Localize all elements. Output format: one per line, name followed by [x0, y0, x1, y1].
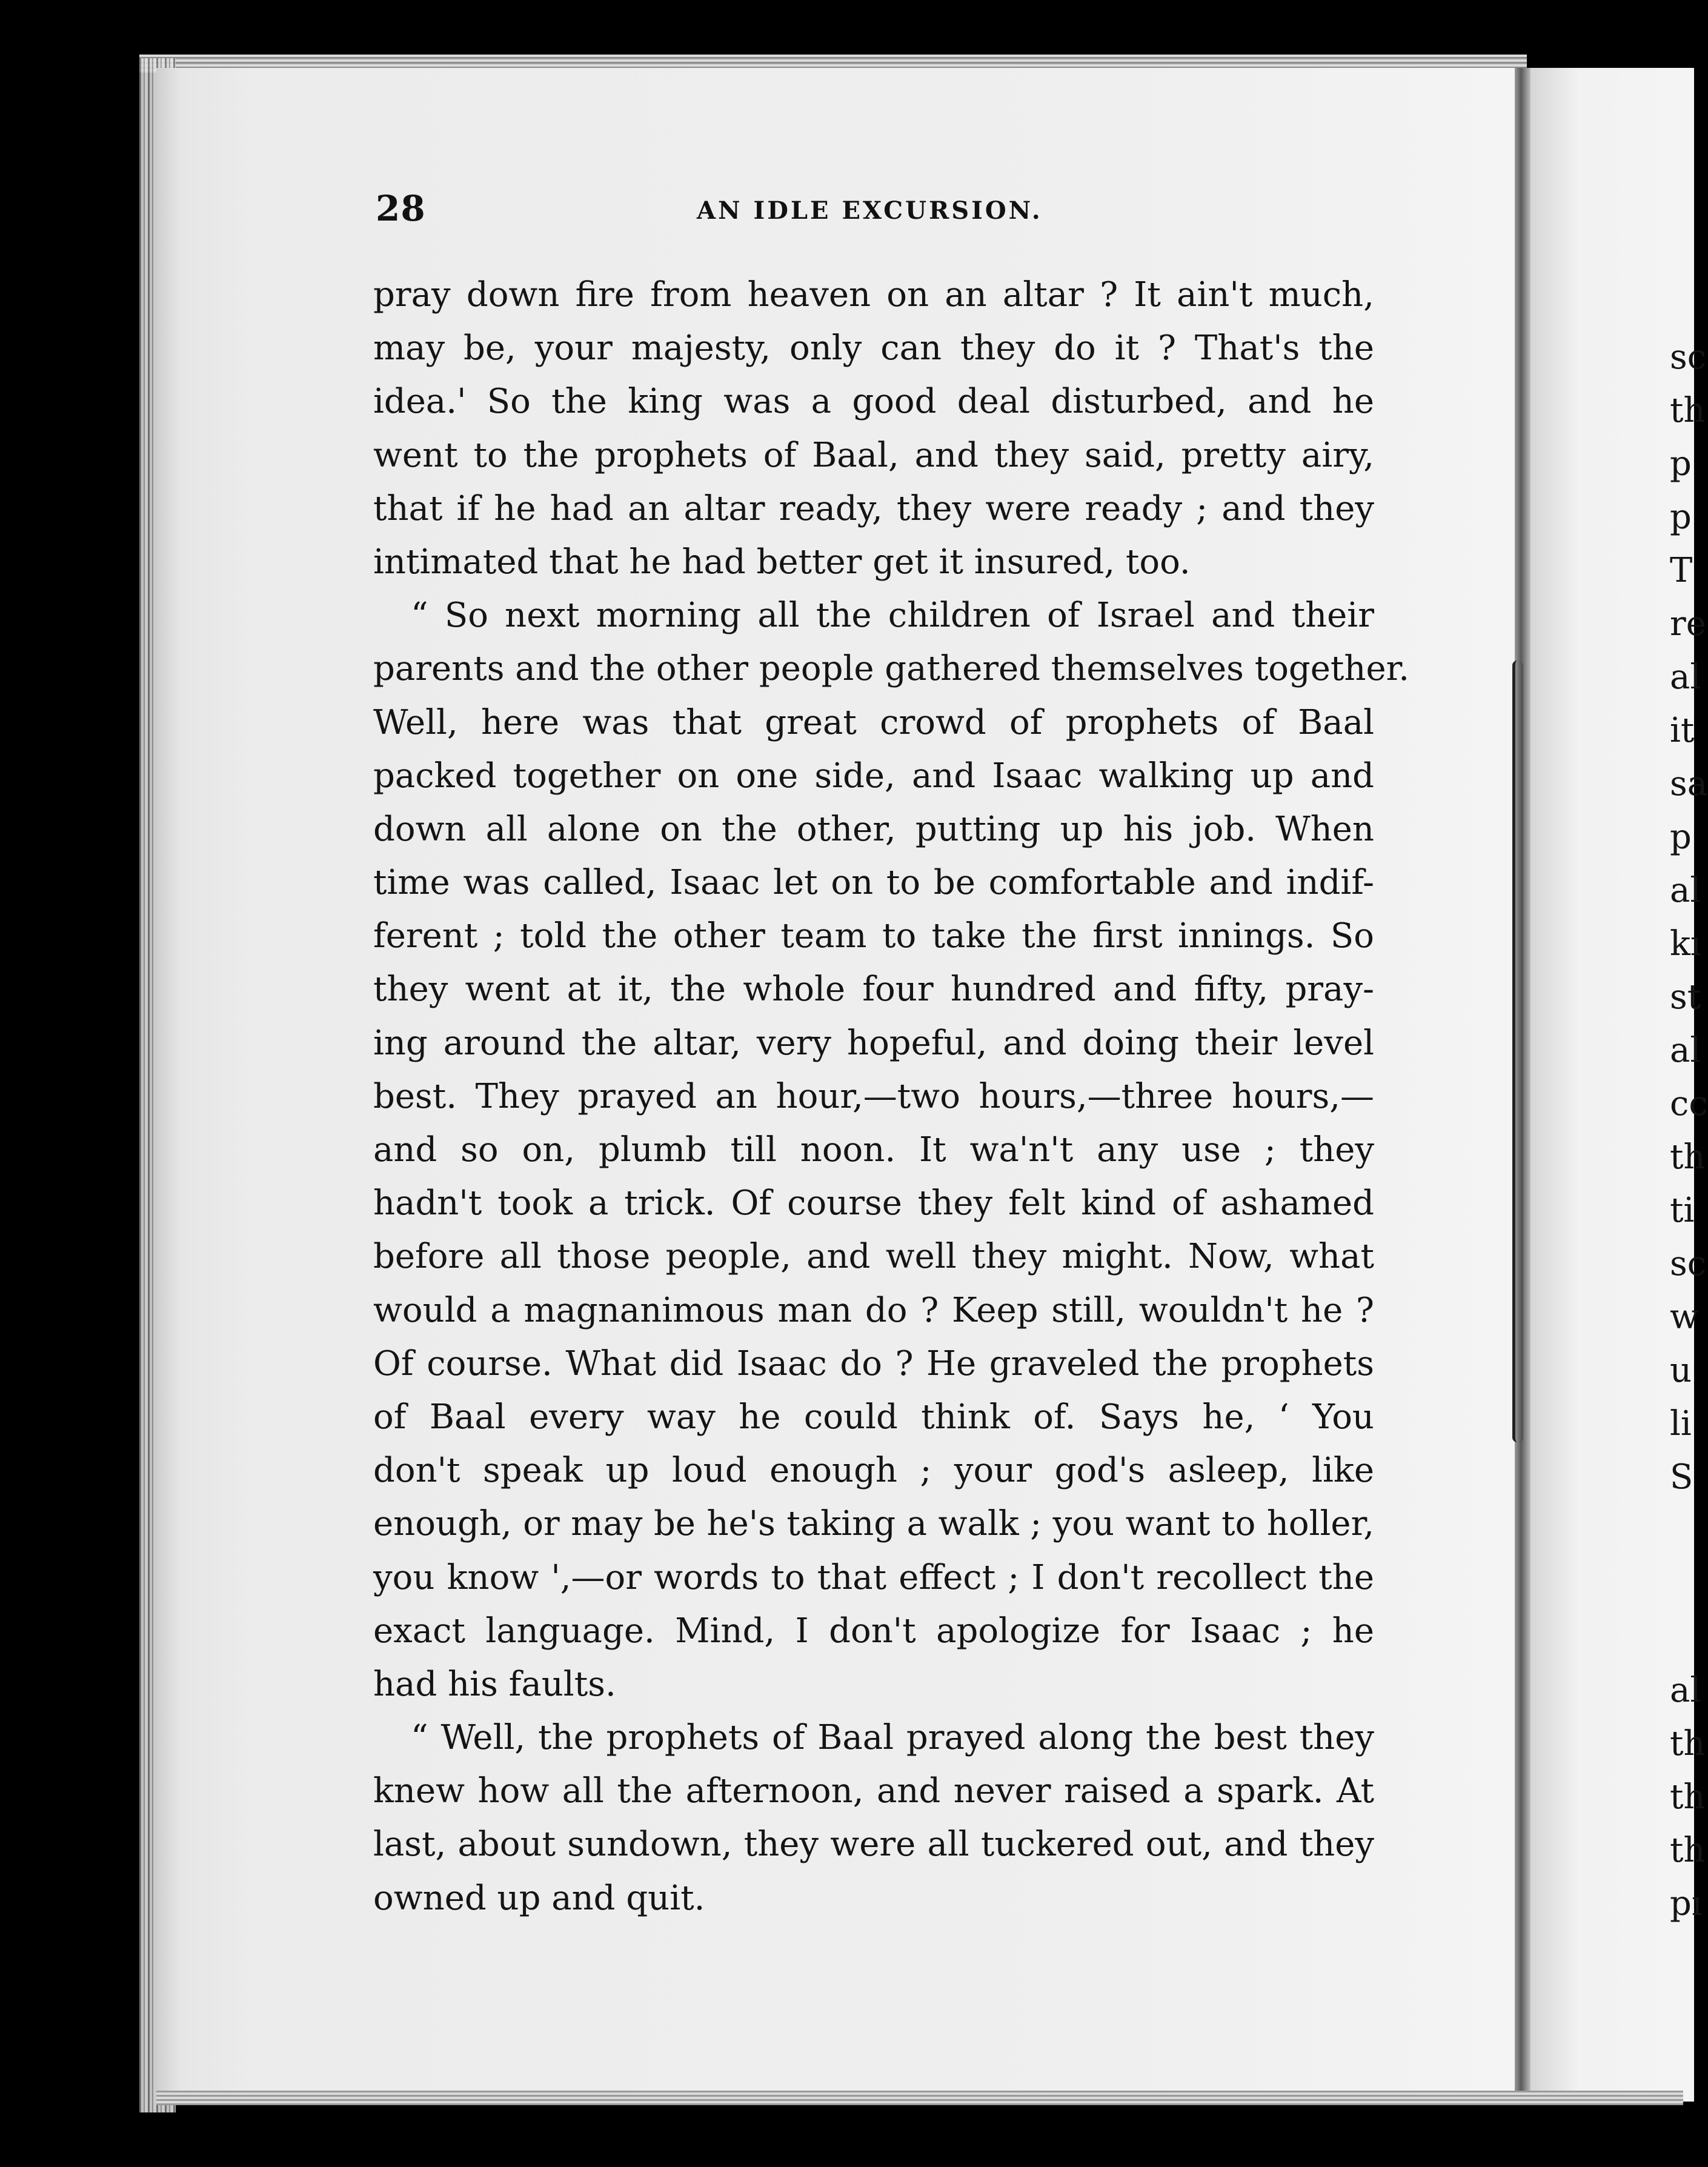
facing-page-fragment: pı: [1670, 1884, 1703, 1923]
facing-page-fragment: al: [1670, 871, 1701, 910]
text-line: best. They prayed an hour,—two hours,—three hours,—: [373, 1076, 1374, 1116]
facing-page-gap: [1670, 1504, 1706, 1664]
running-head: AN IDLE EXCURSION.: [697, 196, 1043, 225]
text-line: time was called, Isaac let on to be comfortable and indif-: [373, 863, 1374, 903]
facing-page-fragment: S: [1670, 1457, 1693, 1497]
facing-page-fragment: kı: [1670, 924, 1701, 964]
facing-page-fragment: re: [1670, 604, 1706, 644]
text-line: of Baal every way he could think of. Says he, ‘ You: [373, 1397, 1374, 1437]
text-line: knew how all the afternoon, and never raised a spark. At: [373, 1771, 1374, 1811]
text-line: hadn't took a trick. Of course they felt kind of ashamed: [373, 1183, 1374, 1223]
text-line: “ So next morning all the children of Israel and their: [411, 596, 1374, 636]
facing-page-fragment: th: [1670, 1137, 1706, 1177]
facing-page-fragment: sc: [1670, 338, 1707, 377]
facing-page-fragment: p: [1670, 817, 1692, 857]
facing-page-fragment: ti: [1670, 1191, 1695, 1230]
facing-page-fragment: al: [1670, 657, 1701, 697]
facing-page-fragment: th: [1670, 1724, 1706, 1763]
facing-page-fragment: w: [1670, 1297, 1699, 1337]
text-line: Well, here was that great crowd of prophets of Baal: [373, 702, 1374, 742]
facing-page-fragment: u: [1670, 1351, 1692, 1390]
facing-page-text: [1670, 331, 1706, 1931]
text-line: enough, or may be he's taking a walk ; you want to holler,: [373, 1504, 1374, 1544]
binding-thread: [1512, 661, 1523, 1442]
text-line: went to the prophets of Baal, and they said, pretty airy,: [373, 435, 1374, 475]
text-line: intimated that he had better get it insured, too.: [373, 542, 1191, 582]
text-line: before all those people, and well they might. Now, what: [373, 1237, 1374, 1277]
text-line: exact language. Mind, I don't apologize for Isaac ; he: [373, 1611, 1374, 1651]
facing-page-fragment: al: [1670, 1671, 1701, 1710]
text-line: down all alone on the other, putting up his job. When: [373, 809, 1374, 849]
facing-page-fragment: sa: [1670, 764, 1708, 804]
text-line: don't speak up loud enough ; your god's asleep, like: [373, 1451, 1374, 1491]
text-line: and so on, plumb till noon. It wa'n't any use ; they: [373, 1130, 1374, 1170]
text-line: you know ',—or words to that effect ; I don't recollect the: [373, 1557, 1374, 1597]
text-line: pray down fire from heaven on an altar ? It ain't much,: [373, 275, 1374, 315]
text-line: ing around the altar, very hopeful, and doing their level: [373, 1023, 1374, 1063]
body-text: [373, 268, 1410, 1925]
text-line: had his faults.: [373, 1664, 616, 1704]
text-line: last, about sundown, they were all tuckered out, and they: [373, 1825, 1374, 1865]
facing-page-fragment: cc: [1670, 1084, 1708, 1123]
page-number: 28: [376, 188, 426, 229]
facing-page-fragment: th: [1670, 1777, 1706, 1817]
facing-page-fragment: p: [1670, 444, 1692, 484]
text-line: owned up and quit.: [373, 1878, 705, 1918]
page-header: [376, 188, 1375, 236]
text-line: parents and the other people gathered themselves together.: [373, 649, 1410, 689]
text-line: that if he had an altar ready, they were ready ; and they: [373, 488, 1374, 528]
facing-page-fragment: li: [1670, 1404, 1692, 1443]
text-line: they went at it, the whole four hundred and fifty, pray-: [373, 970, 1374, 1010]
facing-page-fragment: al: [1670, 1031, 1701, 1070]
facing-page-fragment: th: [1670, 391, 1706, 430]
facing-page-fragment: p: [1670, 498, 1692, 537]
facing-page-fragment: it: [1670, 711, 1695, 750]
facing-page-fragment: th: [1670, 1831, 1706, 1870]
facing-page-fragment: sc: [1670, 1244, 1707, 1283]
facing-page-fragment: T: [1670, 551, 1693, 590]
page-bottom-edge: [156, 2091, 1683, 2105]
text-line: may be, your majesty, only can they do it ? That's the: [373, 328, 1374, 368]
text-line: Of course. What did Isaac do ? He graveled the prophets: [373, 1343, 1374, 1383]
facing-page-fragment: st: [1670, 977, 1701, 1017]
text-line: idea.' So the king was a good deal disturbed, and he: [373, 382, 1374, 422]
text-line: “ Well, the prophets of Baal prayed along the best they: [411, 1718, 1374, 1758]
text-line: would a magnanimous man do ? Keep still, wouldn't he ?: [373, 1290, 1374, 1330]
text-line: ferent ; told the other team to take the first innings. So: [373, 916, 1374, 956]
text-line: packed together on one side, and Isaac walking up and: [373, 756, 1374, 796]
